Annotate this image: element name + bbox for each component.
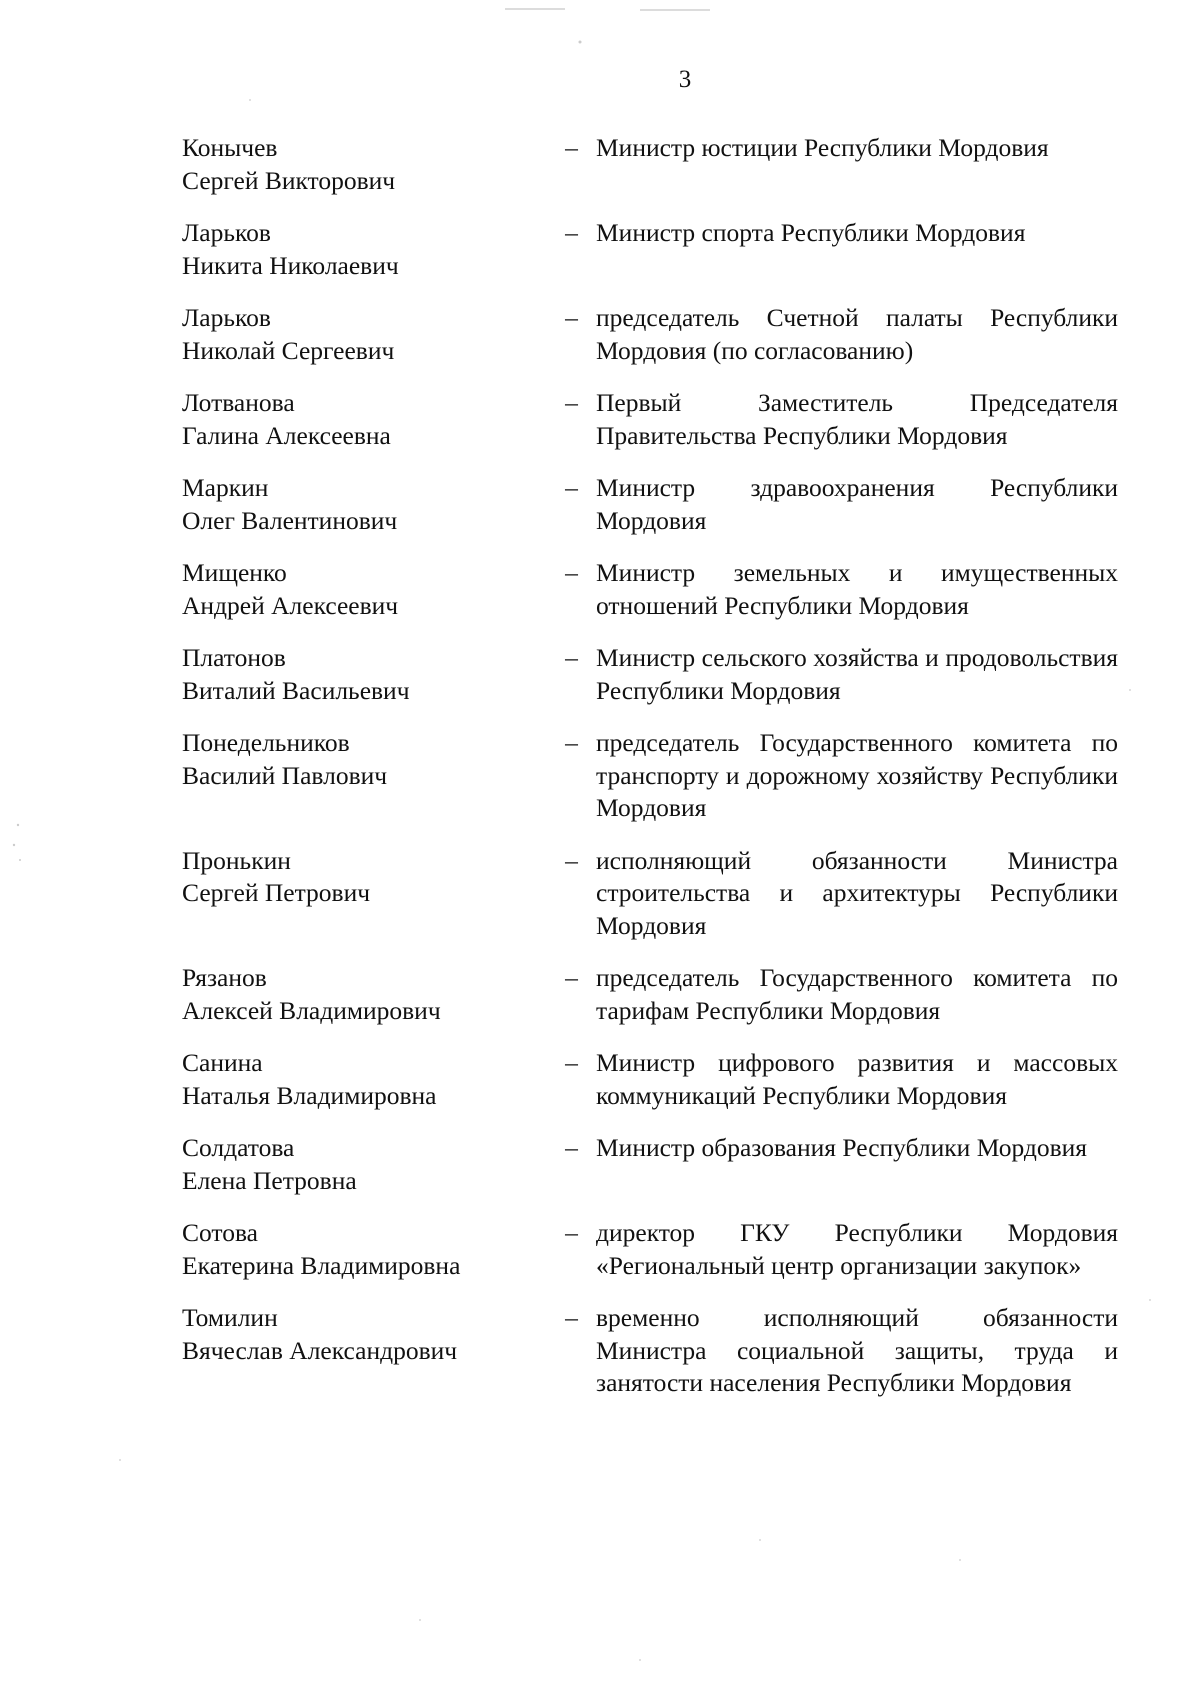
member-name: [182, 1047, 547, 1112]
member-position: директор ГКУ Республики Мордовия «Региональный центр организации закупок»: [596, 1218, 1118, 1280]
member-position: Министр здравоохранения Республики Мордовия: [596, 473, 1118, 535]
member-surname: Маркин: [182, 473, 269, 502]
member-row: [182, 962, 1118, 1027]
member-given-names: Олег Валентинович: [182, 505, 398, 535]
members-list: [182, 132, 1118, 1400]
member-dash: –: [565, 728, 578, 757]
member-dash: –: [565, 303, 578, 332]
member-row: [182, 845, 1118, 943]
member-surname: Ларьков: [182, 303, 271, 332]
member-row: [182, 132, 1118, 197]
member-row: [182, 387, 1118, 452]
member-name: [182, 387, 547, 452]
member-row: [182, 727, 1118, 825]
member-position: Министр цифрового развития и массовых коммуникаций Республики Мордовия: [596, 1048, 1118, 1110]
member-row: [182, 1217, 1118, 1282]
member-row: [182, 557, 1118, 622]
member-position: председатель Счетной палаты Республики Мордовия (по согласованию): [596, 303, 1118, 365]
member-given-names: Андрей Алексеевич: [182, 590, 399, 620]
member-name: [182, 1302, 547, 1367]
member-given-names: Никита Николаевич: [182, 250, 399, 280]
member-dash: –: [565, 643, 578, 672]
member-position: Министр сельского хозяйства и продовольствия Республики Мордовия: [596, 643, 1118, 705]
member-surname: Конычев: [182, 133, 278, 162]
member-row: [182, 642, 1118, 707]
member-dash: –: [565, 845, 578, 875]
member-name: [182, 1217, 547, 1282]
member-dash: –: [565, 218, 578, 247]
member-position: временно исполняющий обязанности Министра социальной защиты, труда и занятости населения Республики Мордовия: [596, 1303, 1118, 1397]
member-dash: –: [565, 133, 578, 162]
member-given-names: Елена Петровна: [182, 1165, 357, 1195]
member-name: [182, 557, 547, 622]
member-dash: –: [565, 1303, 578, 1332]
member-given-names: Галина Алексеевна: [182, 420, 391, 450]
member-name: [182, 727, 547, 792]
member-dash: –: [565, 473, 578, 502]
member-given-names: Николай Сергеевич: [182, 335, 395, 365]
member-row: [182, 1047, 1118, 1112]
member-position: Министр земельных и имущественных отношений Республики Мордовия: [596, 558, 1118, 620]
member-given-names: Екатерина Владимировна: [182, 1250, 461, 1280]
member-name: [182, 845, 547, 910]
member-given-names: Василий Павлович: [182, 760, 388, 790]
member-surname: Ларьков: [182, 218, 271, 247]
member-surname: Сотова: [182, 1218, 259, 1247]
member-row: [182, 302, 1118, 367]
member-name: [182, 472, 547, 537]
member-given-names: Вячеслав Александрович: [182, 1335, 458, 1365]
member-dash: –: [565, 1133, 578, 1162]
member-name: [182, 1132, 547, 1197]
member-surname: Солдатова: [182, 1133, 295, 1162]
member-name: [182, 962, 547, 1027]
member-surname: Мищенко: [182, 558, 287, 587]
member-surname: Томилин: [182, 1303, 278, 1332]
member-name: [182, 217, 547, 282]
member-surname: Рязанов: [182, 963, 267, 992]
member-dash: –: [565, 963, 578, 992]
member-position: Первый Заместитель Председателя Правительства Республики Мордовия: [596, 388, 1118, 450]
member-position: председатель Государственного комитета по тарифам Республики Мордовия: [596, 963, 1118, 1025]
member-position: исполняющий обязанности Министра строительства и архитектуры Республики Мордовия: [596, 845, 1118, 940]
member-surname: Пронькин: [182, 845, 291, 875]
member-name: [182, 132, 547, 197]
member-given-names: Сергей Викторович: [182, 165, 396, 195]
member-position: председатель Государственного комитета по транспорту и дорожному хозяйству Республики Мордовия: [596, 728, 1118, 822]
member-surname: Лотванова: [182, 388, 295, 417]
member-given-names: Алексей Владимирович: [182, 995, 441, 1025]
member-position: Министр образования Республики Мордовия: [596, 1133, 1088, 1162]
member-row: [182, 1302, 1118, 1400]
page-number: 3: [678, 66, 692, 93]
member-dash: –: [565, 1218, 578, 1247]
member-name: [182, 302, 547, 367]
member-dash: –: [565, 1048, 578, 1077]
member-position: Министр спорта Республики Мордовия: [596, 218, 1026, 247]
member-given-names: Сергей Петрович: [182, 878, 371, 907]
member-dash: –: [565, 388, 578, 417]
member-row: [182, 472, 1118, 537]
member-name: [182, 642, 547, 707]
member-position: Министр юстиции Республики Мордовия: [596, 133, 1049, 162]
member-surname: Понедельников: [182, 728, 350, 757]
member-surname: Санина: [182, 1048, 263, 1077]
member-given-names: Виталий Васильевич: [182, 675, 410, 705]
member-given-names: Наталья Владимировна: [182, 1080, 437, 1110]
member-dash: –: [565, 558, 578, 587]
member-row: [182, 217, 1118, 282]
member-row: [182, 1132, 1118, 1197]
member-surname: Платонов: [182, 643, 286, 672]
